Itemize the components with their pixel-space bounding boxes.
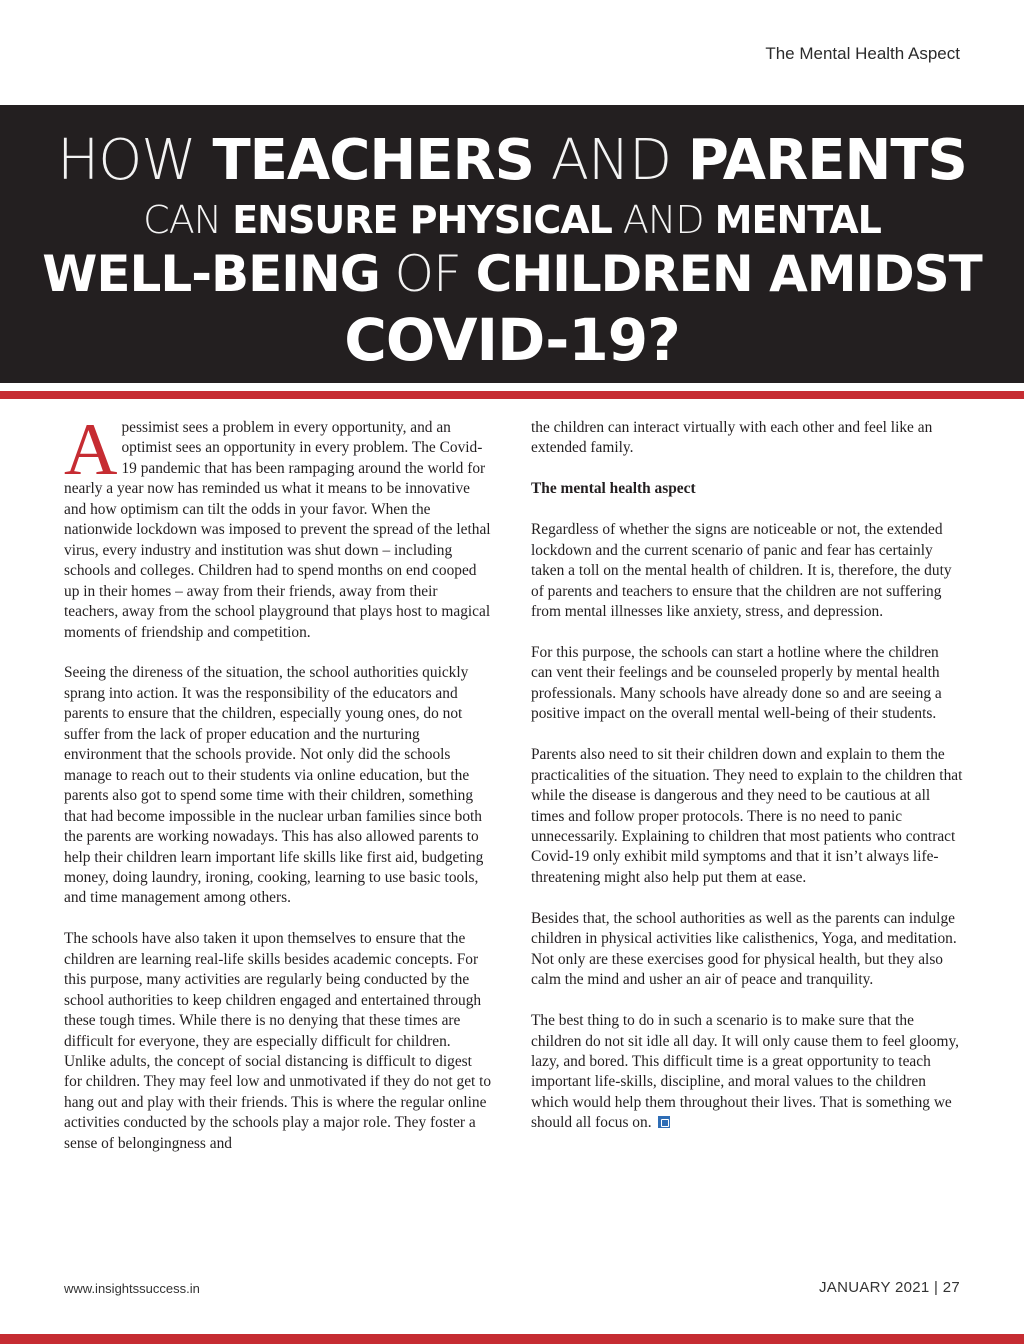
paragraph-text: pessimist sees a problem in every opportunity, and an optimist sees an opportunity in every problem. The Covid-19 pandemic that has been rampaging around the world for nearly a year now has reminded us what it means to be innovative and how optimism can tilt the odds in your favor. When the nationwide lockdown was imposed to prevent the spread of the lethal virus, every industry and institution was shut down – including schools and colleges. Children had to spend months on end cooped up in their homes – away from their friends, away from their teachers, away from the school playground that plays host to magical moments of friendship and competition. (64, 419, 491, 641)
title-word: AND (533, 128, 688, 193)
title-word: PARENTS (687, 128, 967, 193)
title-word: CHILDREN AMIDST (475, 245, 982, 303)
title-word: WELL-BEING (42, 245, 380, 303)
section-label: The Mental Health Aspect (765, 44, 960, 63)
red-divider-bottom (0, 1334, 1024, 1344)
title-banner (0, 105, 1024, 383)
drop-cap: A (64, 409, 118, 491)
title-line-2 (0, 198, 1024, 242)
title-word: ENSURE PHYSICAL (232, 198, 612, 242)
section-subheading: The mental health aspect (531, 480, 696, 498)
paragraph: For this purpose, the schools can start a hotline where the children can vent their feelings and be counseled properly by mental health professionals. Many schools have already done so and are seeing a positive impact on the overall mental well-being of their students. (531, 643, 942, 723)
title-word: HOW (57, 128, 213, 193)
paragraph: Seeing the direness of the situation, the school authorities quickly sprang into action. It was the responsibility of the educators and parents to ensure that the children, especially young ones, do not suffer from the lack of proper education and the nurturing environment that the schools provide. Not only did the schools manage to reach out to their students via online education, but the parents also got to spend some time with their children, something that had become impossible in the nuclear urban families since both the parents are working nowadays. This has also allowed parents to help their children learn important life skills like first aid, budgeting money, doing laundry, ironing, cooking, learning to use basic tools, and time management among others. (64, 664, 484, 907)
paragraph: The schools have also taken it upon themselves to ensure that the children are learning real-life skills besides academic concepts. For this purpose, many activities are regularly being conducted by the school authorities to keep children engaged and entertained through these tough times. While there is no denying that these times are difficult for everyone, they are especially difficult for children. Unlike adults, the concept of social distancing is difficult to digest for children. They may feel low and unmotivated if they do not get to hang out and play with their friends. This is where the regular online activities conducted by the schools play a major role. They foster a sense of belongingness and (64, 930, 492, 1152)
title-line-4: COVID-19? (344, 306, 680, 374)
title-word: MENTAL (714, 198, 881, 242)
paragraph: Besides that, the school authorities as well as the parents can indulge children in physical activities like calisthenics, Yoga, and meditation. Not only are these exercises good for physical health, but they also calm the mind and usher an air of peace and tranquility. (531, 909, 957, 989)
paragraph-text: The best thing to do in such a scenario is to make sure that the children do not sit idle all day. It will only cause them to feel gloomy, lazy, and bored. This difficult time is a great opportunity to teach important life-skills, discipline, and moral values to the children which would help them throughout their lives. That is something we should all focus on. (531, 1012, 959, 1132)
paragraph: Regardless of whether the signs are noticeable or not, the extended lockdown and the current scenario of panic and fear has certainly taken a toll on the mental health of children. It is, therefore, the duty of parents and teachers to ensure that the children are not suffering from mental illnesses like anxiety, stress, and depression. (531, 521, 952, 621)
article-column-left (64, 409, 492, 1175)
paragraph: Parents also need to sit their children down and explain to them the practicalities of the situation. They need to explain to the children that while the disease is dangerous and they need to be cautious at all times and follow proper protocols. There is no need to panic unnecessarily. Explaining to children that most patients who contract Covid-19 only exhibit mild symptoms and that it isn’t always life-threatening might also help put them at ease. (531, 746, 963, 886)
article-column-right (531, 418, 963, 1154)
paragraph: the children can interact virtually with each other and feel like an extended family. (531, 419, 933, 457)
title-word: AND (611, 198, 715, 242)
paragraph (531, 1011, 963, 1134)
title-line-1 (0, 128, 1024, 193)
title-word: TEACHERS (212, 128, 534, 193)
footer-issue-page: JANUARY 2021 | 27 (818, 1279, 960, 1296)
title-word: CAN (143, 198, 233, 242)
title-line-3 (0, 245, 1024, 303)
end-of-article-icon (658, 1116, 670, 1128)
paragraph (64, 409, 492, 643)
footer-website: www.insightssuccess.in (64, 1281, 200, 1296)
title-word: OF (379, 245, 476, 303)
red-divider-top (0, 391, 1024, 399)
